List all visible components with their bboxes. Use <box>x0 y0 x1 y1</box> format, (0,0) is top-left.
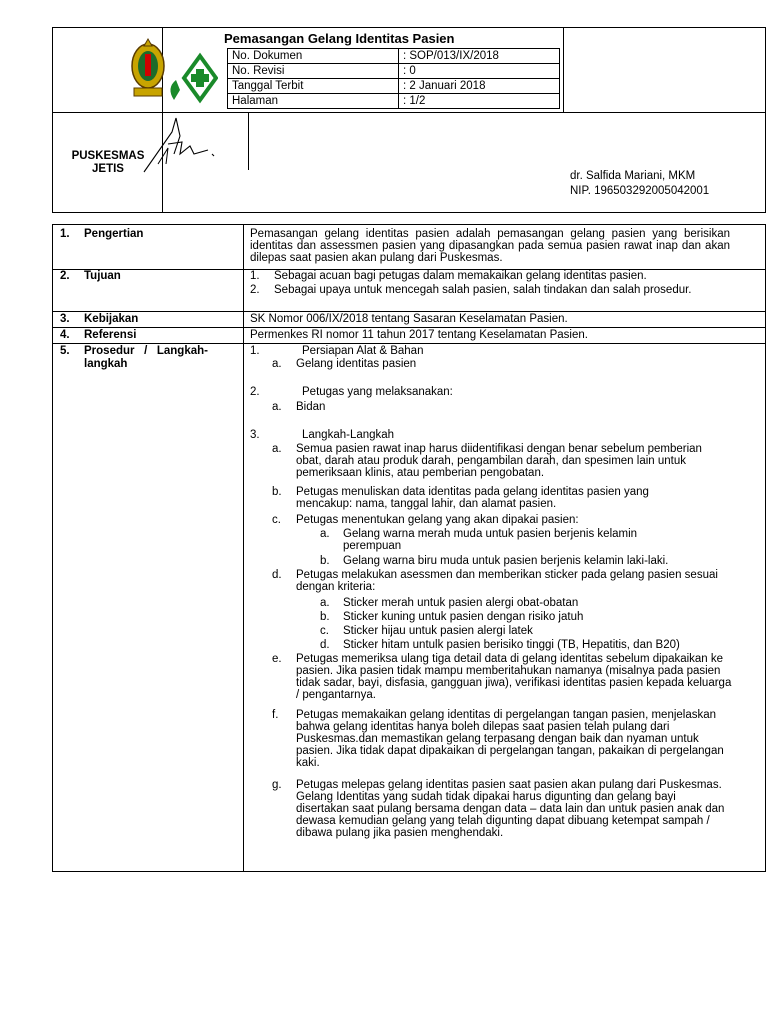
sub-item: Gelang identitas pasien <box>296 358 417 370</box>
sub-sub-number: c. <box>320 625 329 637</box>
section-number: 2. <box>60 270 70 282</box>
step-number: 3. <box>250 429 260 441</box>
signer-name: dr. Salfida Mariani, MKM <box>570 170 696 182</box>
sub-sub-item: Gelang warna merah muda untuk pasien berjenis kelamin perempuan <box>343 528 638 552</box>
org-line-1: PUSKESMAS <box>71 150 145 162</box>
sub-item: Petugas memeriksa ulang tiga detail data di gelang identitas sebelum dipakaikan ke pasien. Jika pasien tidak mampu memberitahukan namanya (misalnya pada pasien tidak sadar, bayi, disfasia, gangguan jiwa), verifikasi identitas pasien kepada keluarga / pengantarnya. <box>296 653 732 701</box>
row-divider <box>52 311 766 312</box>
meta-value: : SOP/013/IX/2018 <box>399 49 560 64</box>
sub-sub-number: a. <box>320 528 330 540</box>
sub-sub-number: b. <box>320 611 330 623</box>
sub-number: a. <box>272 443 282 455</box>
section-text: Pemasangan gelang identitas pasien adalah pemasangan gelang pasien yang berisikan identitas dan assessmen pasien yang dipasangkan pada semua pasien rawat inap dan akan dilepas saat pasien akan pulang dari Puskesmas. <box>250 228 730 264</box>
section-number: 5. <box>60 345 70 357</box>
logos <box>126 36 218 108</box>
sub-sub-number: a. <box>320 597 330 609</box>
meta-key: No. Revisi <box>228 64 399 79</box>
document-title: Pemasangan Gelang Identitas Pasien <box>224 31 455 46</box>
section-number: 4. <box>60 329 70 341</box>
section-label-cont: langkah <box>84 358 128 370</box>
sub-number: a. <box>272 401 282 413</box>
document-meta-table <box>227 48 560 109</box>
list-number: 1. <box>250 270 260 282</box>
sub-sub-number: b. <box>320 555 330 567</box>
sub-item: Petugas menentukan gelang yang akan dipakai pasien: <box>296 514 579 526</box>
signer-nip: NIP. 196503292005042001 <box>570 185 710 197</box>
section-label: Kebijakan <box>84 313 139 325</box>
sub-item: Petugas melepas gelang identitas pasien saat pasien akan pulang dari Puskesmas. Gelang Identitas yang sudah tidak dipakai harus digunting dan gelang bayi disertakan saat pulang bersama dengan data – data lain dan untuk pasien anak dan dewasa kemudian gelang yang telah digunting dapat dibuang ketempat sampah / dibawa pulang jika pasien menghendaki. <box>296 779 725 839</box>
sub-item: Petugas melakukan asessmen dan memberikan sticker pada gelang pasien sesuai dengan kriteria: <box>296 569 718 593</box>
city-crest-icon <box>132 39 164 96</box>
sub-number: b. <box>272 486 282 498</box>
section-number: 1. <box>60 228 70 240</box>
row-divider <box>52 343 766 344</box>
section-number: 3. <box>60 313 70 325</box>
section-label: Tujuan <box>84 270 121 282</box>
row-divider <box>52 327 766 328</box>
meta-row <box>228 64 560 79</box>
step-number: 2. <box>250 386 260 398</box>
meta-key: Halaman <box>228 94 399 109</box>
section-label: Prosedur / Langkah- <box>84 345 208 357</box>
signature-icon <box>138 114 238 176</box>
meta-right-border <box>563 27 564 113</box>
column-divider <box>243 224 244 872</box>
sub-sub-item: Sticker hitam untulk pasien berisiko tinggi (TB, Hepatitis, dan B20) <box>343 639 680 651</box>
section-text: SK Nomor 006/IX/2018 tentang Sasaran Keselamatan Pasien. <box>250 313 568 325</box>
list-number: 2. <box>250 284 260 296</box>
list-item: Sebagai upaya untuk mencegah salah pasien, salah tindakan dan salah prosedur. <box>274 284 692 296</box>
sub-number: d. <box>272 569 282 581</box>
signature-divider <box>248 113 249 170</box>
sub-item: Bidan <box>296 401 326 413</box>
sub-item: Semua pasien rawat inap harus diidentifikasi dengan benar sebelum pemberian obat, darah atau produk darah, pengambilan darah, dan spesimen lain untuk pemeriksaan klinis, atau pemberian pengobatan. <box>296 443 702 479</box>
meta-key: Tanggal Terbit <box>228 79 399 94</box>
section-label: Pengertian <box>84 228 144 240</box>
sub-sub-item: Sticker hijau untuk pasien alergi latek <box>343 625 533 637</box>
meta-row <box>228 94 560 109</box>
sub-sub-number: d. <box>320 639 330 651</box>
step-title: Petugas yang melaksanakan: <box>302 386 453 398</box>
sub-sub-item: Sticker kuning untuk pasien dengan risiko jatuh <box>343 611 584 623</box>
puskesmas-logo-icon <box>170 56 216 100</box>
sub-number: g. <box>272 779 282 791</box>
sub-number: c. <box>272 514 281 526</box>
meta-row <box>228 49 560 64</box>
section-text: Permenkes RI nomor 11 tahun 2017 tentang Keselamatan Pasien. <box>250 329 588 341</box>
meta-value: : 0 <box>399 64 560 79</box>
sub-item: Petugas memakaikan gelang identitas di pergelangan tangan pasien, menjelaskan bahwa gelang identitas hanya boleh dilepas saat pasien telah pulang dari Puskesmas.dan memastikan gelang terpasang dengan baik dan nyaman untuk pasien. Jika tidak dapat dipakaikan di pergelangan tangan, pakaikan di pergelangan kaki. <box>296 709 724 769</box>
sub-number: e. <box>272 653 282 665</box>
org-line-2: JETIS <box>92 163 124 175</box>
step-number: 1. <box>250 345 260 357</box>
header-divider <box>52 112 766 113</box>
sub-number: a. <box>272 358 282 370</box>
sub-item: Petugas menuliskan data identitas pada gelang identitas pasien yang mencakup: nama, tanggal lahir, dan alamat pasien. <box>296 486 649 510</box>
section-label: Referensi <box>84 329 137 341</box>
step-title: Persiapan Alat & Bahan <box>302 345 424 357</box>
meta-value: : 2 Januari 2018 <box>399 79 560 94</box>
step-title: Langkah-Langkah <box>302 429 395 441</box>
meta-row <box>228 79 560 94</box>
signer-block <box>570 169 709 199</box>
sub-number: f. <box>272 709 279 721</box>
meta-value: : 1/2 <box>399 94 560 109</box>
sub-sub-item: Gelang warna biru muda untuk pasien berjenis kelamin laki-laki. <box>343 555 669 567</box>
meta-key: No. Dokumen <box>228 49 399 64</box>
sub-sub-item: Sticker merah untuk pasien alergi obat-obatan <box>343 597 579 609</box>
list-item: Sebagai acuan bagi petugas dalam memakaikan gelang identitas pasien. <box>274 270 647 282</box>
